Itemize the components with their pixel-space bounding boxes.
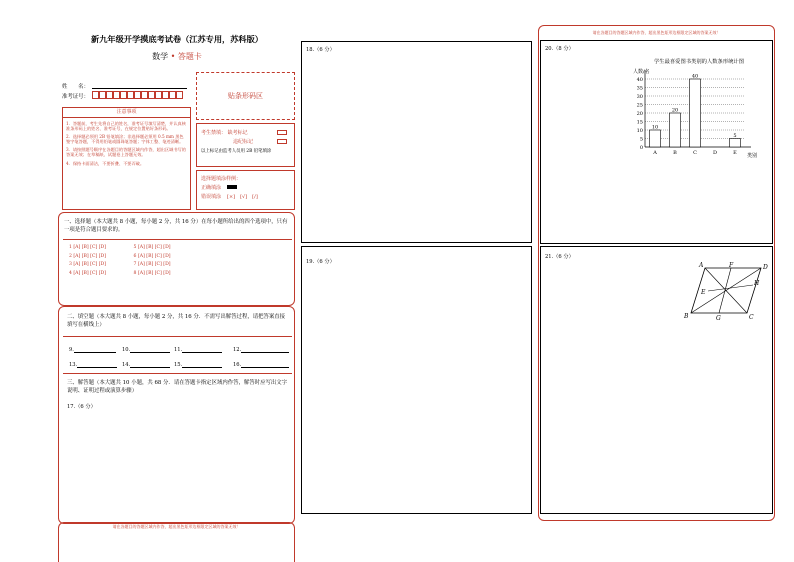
x-tick-label: E [733,150,737,156]
y-tick-label: 10 [636,127,643,134]
exam-mark-label: 考生禁填： [201,130,227,136]
blank-11: 11. [174,347,222,353]
warning-top: 请在各题目的答题区域内作答，超出黑色矩形边框限定区域的答案无效！ [592,30,721,35]
question-21-label: 21.（6 分） [545,254,574,260]
blank-13: 13. [69,362,117,368]
y-tick-label: 35 [636,85,643,92]
blank-9: 9. [69,347,116,353]
bar-chart [611,53,771,168]
bar [650,130,661,147]
point-label-B: B [684,313,689,320]
section-fill-blank [58,306,295,524]
choice-row[interactable]: 3 [A] [B] [C] [D] 7 [A] [B] [C] [D] [69,262,171,268]
bar [690,79,701,147]
absent-mark-box[interactable] [277,130,287,135]
section-multiple-choice [58,212,295,306]
wrong-fill-samples: [×] [√] [/] [227,194,258,200]
subject-label: 数学 [152,52,169,61]
point-label-E: E [701,289,706,296]
y-tick-label: 40 [636,76,643,83]
warning-bottom: 请在各题目的答题区域内作答，超出黑色矩形边框限定区域的答案无效！ [112,524,241,529]
notes-item: 4．保持卡面清洁，不要折叠、不要弄破。 [66,160,145,166]
question-17-label: 17.（6 分） [67,404,96,410]
point-label-A: A [699,262,704,269]
violation-mark-box[interactable] [277,139,287,144]
blank-12: 12. [233,347,289,353]
question-19-label: 19.（6 分） [306,259,335,265]
id-label: 准考证号： [62,94,89,100]
y-tick-label: 0 [639,144,643,151]
correct-fill-label: 正确填涂 [201,185,222,191]
answer-area-q19[interactable] [301,246,532,514]
name-field[interactable] [92,88,187,89]
notes-item: 3．请按照题号顺序在各题目的答题区域内作答，超出区域书写的答案无效；在草稿纸、试题卷上答题无效。 [66,147,186,158]
answer-area-q18[interactable] [301,41,532,243]
name-label: 姓 名： [62,84,89,90]
answer-area-q20[interactable] [540,40,773,244]
bar [730,139,741,148]
point-label-C: C [749,314,754,321]
bar [670,113,681,147]
x-tick-label: C [693,150,697,156]
data-label: 40 [691,73,699,80]
point-label-F: F [729,262,734,269]
barcode-area: 贴条形码区 [196,72,295,120]
blank-15: 15. [174,362,222,368]
wrong-fill-label: 错误填涂 [201,194,222,200]
absent-mark-label: 缺考标记 [227,130,248,136]
section1-header: 一、选择题（本大题共 8 小题，每小题 2 分，共 16 分）在每小题所给出的四个选项中，只有一项是符合题目要求的。 [64,219,288,233]
point-label-G: G [716,315,721,321]
data-label: 10 [651,124,659,131]
exam-mark-box [196,123,295,167]
exam-title: 新九年级开学摸底考试卷（江苏专用，苏科版） [91,34,263,44]
y-tick-label: 30 [636,93,643,100]
answer-area-q21[interactable] [540,246,773,514]
x-tick-label: A [653,150,657,156]
blank-14: 14. [122,362,170,368]
y-tick-label: 15 [636,119,643,126]
blank-16: 16. [233,362,289,368]
id-number-boxes[interactable] [92,91,183,101]
answer-card-label: 答题卡 [177,52,202,61]
question-18-label: 18.（6 分） [306,47,335,53]
blank-10: 10. [122,347,170,353]
correct-fill-sample [227,185,237,189]
y-axis-label: 人数/名 [633,69,650,75]
chart-title: 学生最喜爱图书类别的人数条形统计图 [653,59,745,65]
exam-mark-note: 以上标记由监考人员用 2B 铅笔填涂 [201,149,272,154]
notes-box [62,107,191,210]
notes-item: 2．选择题必须用 2B 铅笔填涂；非选择题必须用 0.5 mm 黑色签字笔答题，不得用铅笔或圆珠笔答题；字体工整、笔迹清晰。 [66,134,184,145]
x-axis-label: 类别 [747,153,758,159]
violation-mark-label: 违纪标记 [233,139,254,145]
question-20-label: 20.（8 分） [545,46,574,52]
fill-example-title: 选择题填涂样例： [201,176,242,182]
geometry-figure [681,261,771,321]
choice-row[interactable]: 2 [A] [B] [C] [D] 6 [A] [B] [C] [D] [69,253,171,259]
y-tick-label: 25 [636,102,643,109]
subtitle [62,51,292,62]
section3-header: 三、解答题（本大题共 10 小题，共 68 分．请在答题卡指定区域内作答，解答时应写出文字说明、证明过程或演算步骤） [67,380,288,394]
subtitle-dot: • [170,52,176,61]
point-label-D: D [763,264,768,271]
notes-item: 1．答题前，考生先将自己的姓名，准考证号填写清楚，并认真核准条形码上的姓名、准考证号，在规定位置贴好条形码。 [66,121,186,132]
x-tick-label: D [712,150,718,156]
choice-row[interactable]: 4 [A] [B] [C] [D] 8 [A] [B] [C] [D] [69,270,171,276]
section2-header: 二、填空题（本大题共 8 小题，每小题 2 分，共 16 分．不需写出解答过程，请把答案直接填写在横线上） [67,314,286,328]
point-label-H: H [754,280,760,287]
choice-row[interactable]: 1 [A] [B] [C] [D] 5 [A] [B] [C] [D] [69,245,171,250]
notes-heading: 注意事项 [63,108,190,118]
data-label: 20 [671,107,679,114]
data-label: 5 [733,133,737,139]
y-tick-label: 20 [636,110,643,117]
y-tick-label: 5 [639,136,643,143]
x-tick-label: B [673,150,677,156]
fill-example-box [196,170,295,210]
